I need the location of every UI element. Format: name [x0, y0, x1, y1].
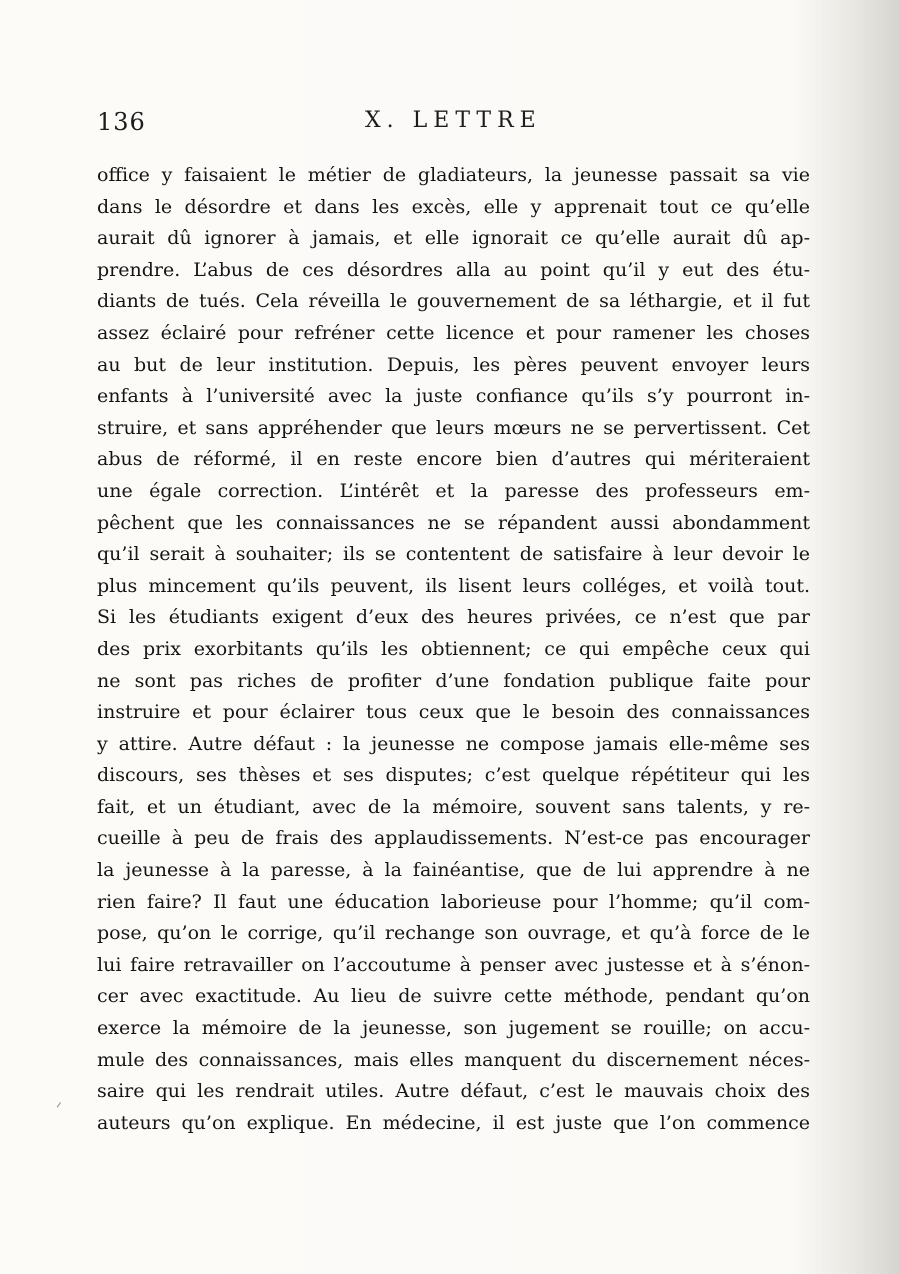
text-line: discours, ses thèses et ses disputes; c’est quelque répétiteur qui les [97, 764, 810, 787]
text-line: office y faisaient le métier de gladiateurs, la jeunesse passait sa vie [97, 164, 810, 186]
text-line: pêchent que les connaissances ne se répandent aussi abondamment [97, 511, 810, 534]
text-line: plus mincement qu’ils peuvent, ils lisent leurs colléges, et voilà tout. [97, 574, 810, 597]
text-line: diants de tués. Cela réveilla le gouvernement de sa léthargie, et il fut [97, 290, 810, 313]
text-line: pose, qu’on le corrige, qu’il rechange son ouvrage, et qu’à force de le [97, 922, 810, 945]
text-line: qu’il serait à souhaiter; ils se contentent de satisfaire à leur devoir le [97, 543, 810, 566]
text-line: fait, et un étudiant, avec de la mémoire, souvent sans talents, y re- [97, 795, 810, 818]
body-text [97, 160, 810, 1139]
page-header [97, 108, 810, 142]
text-line: exerce la mémoire de la jeunesse, son jugement se rouille; on accu- [97, 1017, 810, 1040]
text-line: mule des connaissances, mais elles manquent du discernement néces- [97, 1048, 810, 1071]
text-line: la jeunesse à la paresse, à la fainéantise, que de lui apprendre à ne [97, 859, 810, 882]
text-line: lui faire retravailler on l’accoutume à penser avec justesse et à s’énon- [97, 953, 810, 976]
text-line: dans le désordre et dans les excès, elle y apprenait tout ce qu’elle [97, 195, 810, 218]
text-line: cer avec exactitude. Au lieu de suivre cette méthode, pendant qu’on [97, 985, 810, 1008]
text-line: des prix exorbitants qu’ils les obtiennent; ce qui empêche ceux qui [97, 637, 810, 660]
text-line: assez éclairé pour refréner cette licence et pour ramener les choses [97, 321, 810, 344]
margin-mark [57, 1102, 65, 1110]
text-line: auteurs qu’on explique. En médecine, il est juste que l’on commence [97, 1111, 810, 1134]
text-line: une égale correction. L’intérêt et la paresse des professeurs em- [97, 479, 810, 502]
text-line: prendre. L’abus de ces désordres alla au point qu’il y eut des étu- [97, 258, 810, 281]
text-line: instruire et pour éclairer tous ceux que le besoin des connaissances [97, 701, 810, 724]
text-line: abus de réformé, il en reste encore bien d’autres qui mériteraient [97, 448, 810, 471]
text-line: y attire. Autre défaut : la jeunesse ne compose jamais elle-même ses [97, 732, 810, 755]
running-title: X. LETTRE [365, 108, 542, 133]
text-line: enfants à l’université avec la juste confiance qu’ils s’y pourront in- [97, 385, 810, 408]
page-number: 136 [97, 108, 146, 136]
text-line: struire, et sans appréhender que leurs mœurs ne se pervertissent. Cet [97, 416, 810, 439]
text-line: saire qui les rendrait utiles. Autre défaut, c’est le mauvais choix des [97, 1080, 810, 1103]
text-line: au but de leur institution. Depuis, les pères peuvent envoyer leurs [97, 353, 810, 376]
text-line: cueille à peu de frais des applaudissements. N’est-ce pas encourager [97, 827, 810, 850]
text-line: rien faire? Il faut une éducation laborieuse pour l’homme; qu’il com- [97, 890, 810, 913]
text-line: ne sont pas riches de profiter d’une fondation publique faite pour [97, 669, 810, 692]
text-line: Si les étudiants exigent d’eux des heures privées, ce n’est que par [97, 606, 810, 629]
text-line: aurait dû ignorer à jamais, et elle ignorait ce qu’elle aurait dû ap- [97, 227, 810, 250]
